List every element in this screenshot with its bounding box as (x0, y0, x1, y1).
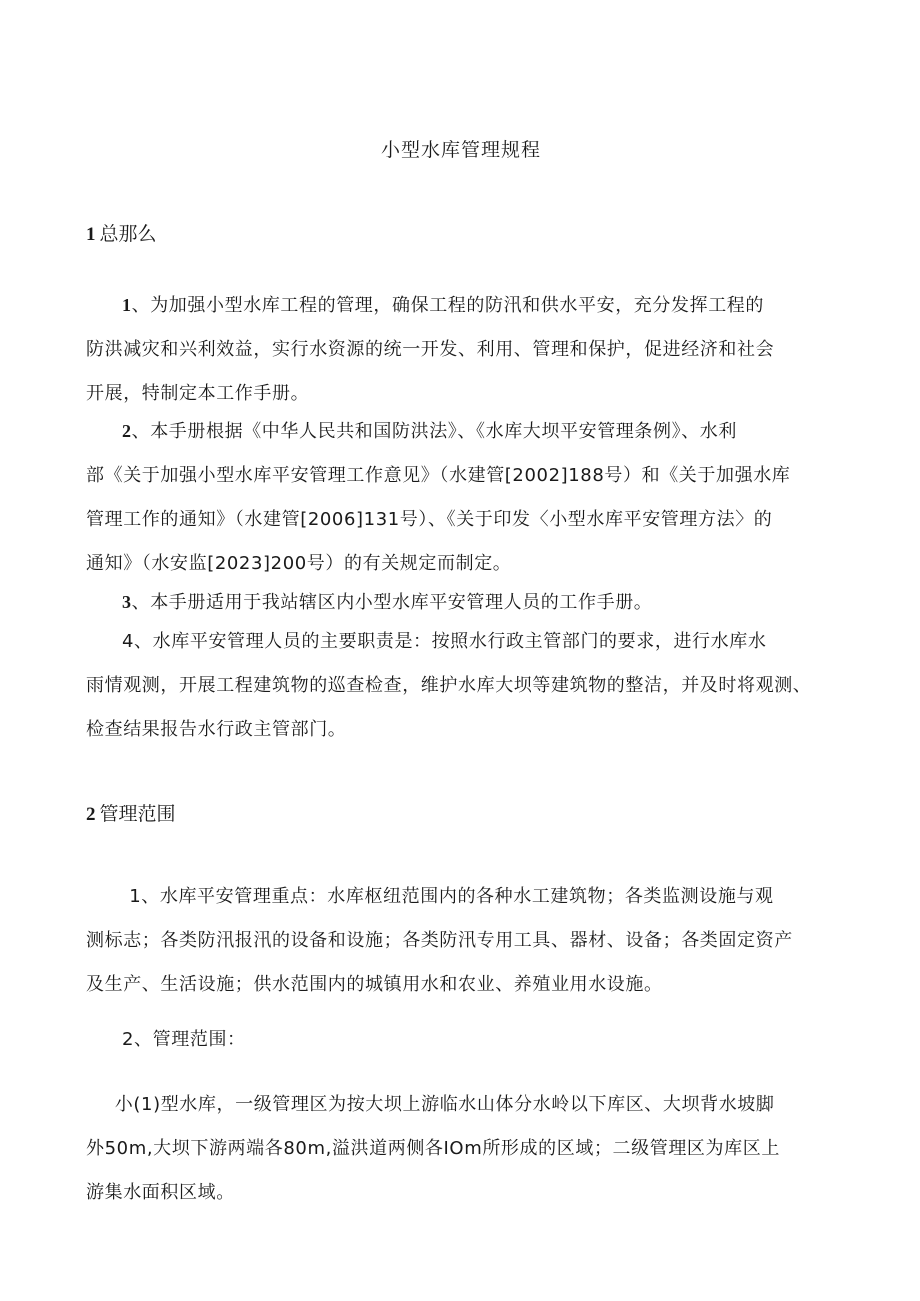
paragraph-line: 小(1)型水库，一级管理区为按大坝上游临水山体分水岭以下库区、大坝背水坡脚 (114, 1094, 775, 1115)
paragraph-line: 游集水面积区域。 (86, 1182, 235, 1203)
paragraph-line: 部《关于加强小型水库平安管理工作意见》（水建管[2002]188号）和《关于加强水库 (86, 465, 791, 486)
paragraph-line: 测标志；各类防汛报汛的设备和设施；各类防汛专用工具、器材、设备；各类固定资产 (86, 930, 793, 951)
paragraph-line: 4、水库平安管理人员的主要职责是：按照水行政主管部门的要求，进行水库水 (122, 631, 767, 652)
paragraph-1-4 (86, 620, 836, 752)
paragraph-2-3 (86, 1083, 836, 1215)
paragraph-line: 开展，特制定本工作手册。 (86, 383, 310, 404)
section-title: 总那么 (99, 223, 157, 245)
paragraph-line: 雨情观测，开展工程建筑物的巡查检查，维护水库大坝等建筑物的整洁，并及时将观测、 (86, 675, 812, 696)
paragraph-1-3 (86, 580, 836, 625)
paragraph-line: 管理工作的通知》（水建管[2006]131号）、《关于印发〈小型水库平安管理方法〉的 (86, 509, 773, 530)
section-heading-1 (86, 220, 157, 249)
paragraph-line: 1、水库平安管理重点：水库枢纽范围内的各种水工建筑物；各类监测设施与观 (129, 886, 774, 907)
section-number: 1 (86, 224, 96, 245)
paragraph-lead-number: 1 (122, 295, 132, 315)
section-title: 管理范围 (99, 803, 176, 825)
section-number: 2 (86, 804, 96, 825)
document-title: 小型水库管理规程 (380, 139, 541, 161)
paragraph-2-2 (86, 1018, 836, 1062)
paragraph-line: 、为加强小型水库工程的管理，确保工程的防汛和供水平安，充分发挥工程的 (131, 295, 765, 316)
paragraph-line: 2、管理范围： (122, 1029, 246, 1050)
paragraph-lead-number: 2 (122, 421, 132, 441)
paragraph-lead-number: 3 (122, 592, 132, 612)
paragraph-line: 防洪减灾和兴利效益，实行水资源的统一开发、利用、管理和保护，促进经济和社会 (86, 339, 775, 360)
paragraph-2-1 (86, 875, 836, 1007)
paragraph-line: 、本手册根据《中华人民共和国防洪法》、《水库大坝平安管理条例》、水利 (131, 421, 738, 442)
paragraph-line: 外50m,大坝下游两端各80m,溢洪道两侧各IOm所形成的区域；二级管理区为库区上 (86, 1138, 780, 1159)
paragraph-1-1 (86, 283, 836, 416)
section-heading-2 (86, 800, 176, 829)
paragraph-line: 及生产、生活设施；供水范围内的城镇用水和农业、养殖业用水设施。 (86, 974, 663, 995)
paragraph-1-2 (86, 409, 836, 586)
paragraph-line: 、本手册适用于我站辖区内小型水库平安管理人员的工作手册。 (131, 592, 653, 613)
paragraph-line: 检查结果报告水行政主管部门。 (86, 719, 347, 740)
paragraph-line: 通知》（水安监[2023]200号）的有关规定而制定。 (86, 553, 512, 574)
